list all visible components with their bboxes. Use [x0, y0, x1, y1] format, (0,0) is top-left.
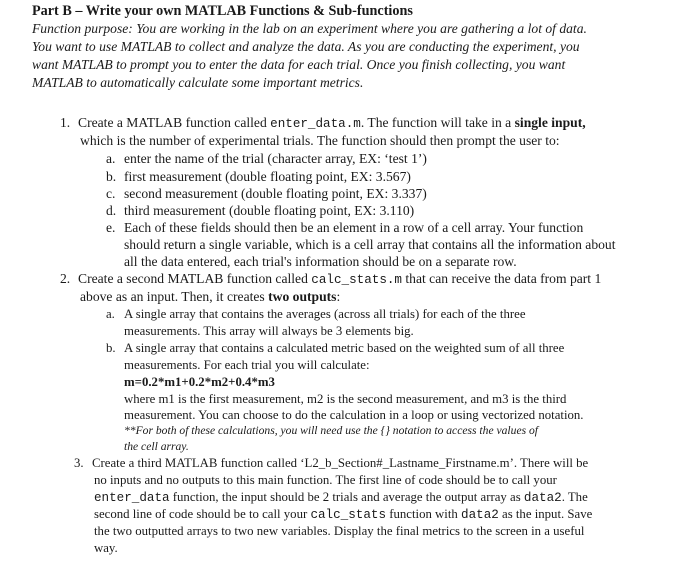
- sub-letter: d.: [106, 203, 117, 218]
- sub-text: second measurement (double floating point, EX: 3.337): [124, 186, 427, 201]
- item2-note-line-1: **For both of these calculations, you will need use the {} notation to access the values of: [124, 424, 539, 437]
- item2-number: 2.: [60, 271, 71, 286]
- sub-letter: e.: [106, 220, 116, 235]
- sub-text: Each of these fields should then be an element in a row of a cell array. Your function: [124, 220, 584, 235]
- item3-line-6: way.: [94, 541, 118, 555]
- purpose-line-2: You want to use MATLAB to collect and analyze the data. As you are conducting the experiment, you: [32, 39, 580, 54]
- purpose-line-1: [32, 20, 587, 38]
- item2-text-b: that can receive the data from part 1: [402, 271, 602, 286]
- item1-text-b: . The function will take in a: [360, 115, 515, 130]
- item1-text-a: Create a MATLAB function called: [78, 115, 271, 130]
- sub-letter: a.: [106, 151, 116, 166]
- item2-sub-b-line-4: measurement. You can choose to do the calculation in a loop or using vectorized notation.: [124, 408, 584, 422]
- weighted-sum-formula: m=0.2*m1+0.2*m2+0.4*m3: [124, 375, 275, 389]
- item2-text-c: above as an input. Then, it creates: [80, 289, 269, 304]
- purpose-text-1: You are working in the lab on an experiment where you are gathering a lot of data.: [136, 21, 587, 36]
- item3-code-data2: data2: [523, 491, 562, 505]
- item3-text-3a: function, the input should be 2 trials and average the output array as: [169, 490, 524, 504]
- item2-code: calc_stats.m: [311, 273, 402, 287]
- item1-sub-e: [106, 219, 583, 237]
- item2-sub-b: [106, 339, 564, 357]
- sub-text: first measurement (double floating point, EX: 3.567): [124, 169, 411, 184]
- item1-sub-a: [106, 150, 427, 168]
- item2-sub-b-line-3: where m1 is the first measurement, m2 is the second measurement, and m3 is the third: [124, 392, 567, 406]
- item2-bold: two outputs: [268, 289, 337, 304]
- item3-line-5: the two outputted arrays to two new variables. Display the final metrics to the screen in a useful: [94, 524, 585, 538]
- item3-text-1: Create a third MATLAB function called ‘L2_b_Section#_Lastname_Firstname.m’. There will be: [92, 456, 589, 470]
- item3-text-4c: as the input. Save: [498, 507, 593, 521]
- item1-bold: single input,: [514, 115, 586, 130]
- item2-text-a: Create a second MATLAB function called: [78, 271, 312, 286]
- item1-sub-e-line-3: all the data entered, each trial's information should be on a separate row.: [124, 254, 517, 269]
- item2-sub-a-line-2: measurements. This array will always be 3 elements big.: [124, 324, 414, 338]
- item3-text-3b: . The: [561, 490, 588, 504]
- item3-text-4a: second line of code should be to call your: [94, 507, 311, 521]
- purpose-label: Function purpose:: [32, 21, 133, 36]
- item3-code-data2-b: data2: [461, 508, 499, 522]
- purpose-line-4: MATLAB to automatically calculate some important metrics.: [32, 75, 364, 90]
- item3-line-2: no inputs and no outputs to this main function. The first line of code should be to call your: [94, 473, 557, 487]
- item2-note-line-2: the cell array.: [124, 440, 189, 453]
- sub-letter: a.: [106, 307, 115, 321]
- item2-sub-b-line-2: measurements. For each trial you will calculate:: [124, 358, 370, 372]
- sub-text: A single array that contains the averages (across all trials) for each of the three: [124, 307, 526, 321]
- sub-letter: b.: [106, 341, 116, 355]
- item2-line-2: [80, 288, 340, 306]
- item1-sub-c: [106, 185, 427, 203]
- item2-line-1: [60, 270, 601, 289]
- item1-code: enter_data.m: [270, 117, 361, 131]
- item1-number: 1.: [60, 115, 71, 130]
- sub-text: third measurement (double floating point, EX: 3.110): [124, 203, 415, 218]
- part-b-title: Part B – Write your own MATLAB Functions & Sub-functions: [32, 3, 413, 19]
- item3-code-enter-data: enter_data: [94, 491, 170, 505]
- sub-text: A single array that contains a calculated metric based on the weighted sum of all three: [124, 341, 565, 355]
- purpose-line-3: want MATLAB to prompt you to enter the data for each trial. Once you finish collecting, you want: [32, 57, 566, 72]
- item3-code-calc-stats: calc_stats: [310, 508, 387, 522]
- item1-sub-e-line-2: should return a single variable, which is a cell array that contains all the information about: [124, 237, 616, 252]
- item3-text-4b: function with: [386, 507, 462, 521]
- sub-text: enter the name of the trial (character array, EX: ‘test 1’): [124, 151, 427, 166]
- item2-sub-a: [106, 305, 526, 323]
- sub-letter: c.: [106, 186, 116, 201]
- item3-line-1: [74, 454, 588, 472]
- sub-letter: b.: [106, 169, 117, 184]
- item1-sub-d: [106, 202, 414, 220]
- item1-line-2: which is the number of experimental trials. The function should then prompt the user to:: [80, 133, 560, 148]
- item2-text-d: :: [336, 289, 341, 304]
- item1-sub-b: [106, 168, 411, 186]
- item1-line-1: [60, 114, 586, 133]
- item3-number: 3.: [74, 456, 84, 470]
